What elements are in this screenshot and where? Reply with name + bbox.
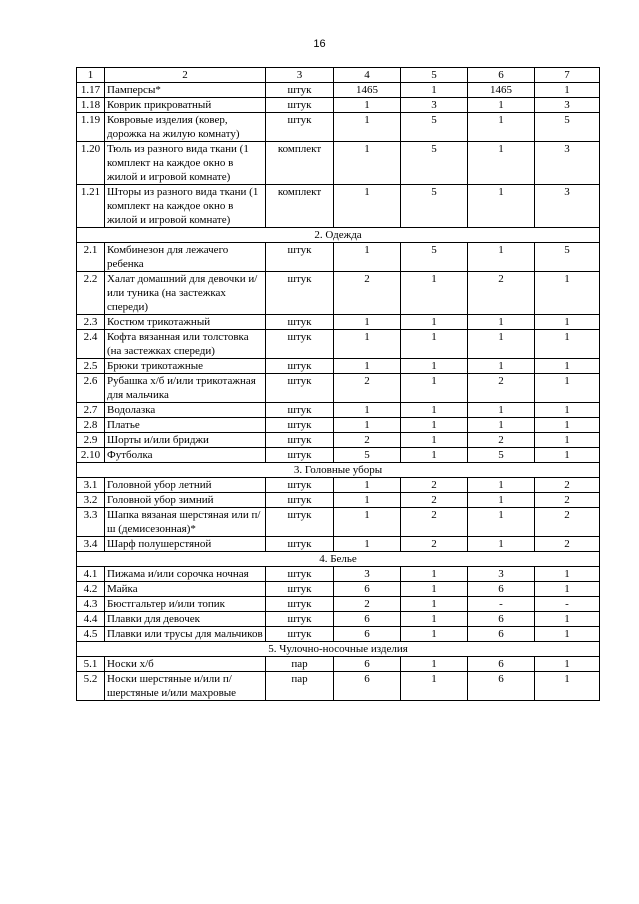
col7-cell: 1 <box>535 627 600 642</box>
col5-cell: 1 <box>401 359 468 374</box>
table-row <box>77 113 600 142</box>
row-number-cell: 1.20 <box>77 142 105 185</box>
col7-cell: 1 <box>535 330 600 359</box>
section-title: 3. Головные уборы <box>77 463 600 478</box>
item-name-cell: Водолазка <box>105 403 266 418</box>
header-cell: 1 <box>77 68 105 83</box>
item-name-cell: Коврик прикроватный <box>105 98 266 113</box>
col7-cell: 1 <box>535 433 600 448</box>
row-number-cell: 3.4 <box>77 537 105 552</box>
col5-cell: 1 <box>401 612 468 627</box>
col6-cell: 1 <box>468 493 535 508</box>
col5-cell: 1 <box>401 418 468 433</box>
item-name-cell: Футболка <box>105 448 266 463</box>
row-number-cell: 2.7 <box>77 403 105 418</box>
col6-cell: 2 <box>468 433 535 448</box>
col6-cell: 6 <box>468 657 535 672</box>
item-name-cell: Шарф полушерстяной <box>105 537 266 552</box>
unit-cell: штук <box>266 448 334 463</box>
unit-cell: комплект <box>266 185 334 228</box>
col7-cell: 2 <box>535 478 600 493</box>
row-number-cell: 1.18 <box>77 98 105 113</box>
col5-cell: 1 <box>401 272 468 315</box>
item-name-cell: Шорты и/или бриджи <box>105 433 266 448</box>
unit-cell: штук <box>266 627 334 642</box>
col6-cell: 3 <box>468 567 535 582</box>
col5-cell: 5 <box>401 185 468 228</box>
col7-cell: 1 <box>535 567 600 582</box>
row-number-cell: 4.2 <box>77 582 105 597</box>
row-number-cell: 2.6 <box>77 374 105 403</box>
col4-cell: 1 <box>334 508 401 537</box>
col7-cell: 1 <box>535 448 600 463</box>
col4-cell: 6 <box>334 627 401 642</box>
col4-cell: 1 <box>334 185 401 228</box>
unit-cell: пар <box>266 657 334 672</box>
col6-cell: 5 <box>468 448 535 463</box>
col4-cell: 2 <box>334 433 401 448</box>
col7-cell: 3 <box>535 98 600 113</box>
row-number-cell: 2.10 <box>77 448 105 463</box>
row-number-cell: 1.21 <box>77 185 105 228</box>
table-row <box>77 478 600 493</box>
unit-cell: штук <box>266 374 334 403</box>
item-name-cell: Халат домашний для девочки и/или туника (на застежках спереди) <box>105 272 266 315</box>
col7-cell: 3 <box>535 185 600 228</box>
col6-cell: 2 <box>468 374 535 403</box>
col7-cell: 2 <box>535 508 600 537</box>
table-row <box>77 657 600 672</box>
col7-cell: - <box>535 597 600 612</box>
col6-cell: 1 <box>468 359 535 374</box>
col6-cell: 2 <box>468 272 535 315</box>
section-title: 4. Белье <box>77 552 600 567</box>
row-number-cell: 4.3 <box>77 597 105 612</box>
item-name-cell: Плавки для девочек <box>105 612 266 627</box>
item-name-cell: Костюм трикотажный <box>105 315 266 330</box>
item-name-cell: Пижама и/или сорочка ночная <box>105 567 266 582</box>
unit-cell: штук <box>266 113 334 142</box>
table-row <box>77 403 600 418</box>
col4-cell: 1 <box>334 478 401 493</box>
col7-cell: 1 <box>535 403 600 418</box>
unit-cell: штук <box>266 243 334 272</box>
table-row <box>77 537 600 552</box>
item-name-cell: Рубашка х/б и/или трикотажная для мальчика <box>105 374 266 403</box>
col4-cell: 6 <box>334 582 401 597</box>
col7-cell: 1 <box>535 672 600 701</box>
col6-cell: 6 <box>468 582 535 597</box>
col5-cell: 1 <box>401 657 468 672</box>
unit-cell: штук <box>266 508 334 537</box>
item-name-cell: Плавки или трусы для мальчиков <box>105 627 266 642</box>
table-row <box>77 597 600 612</box>
item-name-cell: Тюль из разного вида ткани (1 комплект на каждое окно в жилой и игровой комнате) <box>105 142 266 185</box>
col5-cell: 2 <box>401 478 468 493</box>
page-number: 16 <box>313 38 326 50</box>
col5-cell: 5 <box>401 113 468 142</box>
row-number-cell: 5.2 <box>77 672 105 701</box>
col5-cell: 2 <box>401 537 468 552</box>
table-row <box>77 493 600 508</box>
col4-cell: 1 <box>334 403 401 418</box>
item-name-cell: Шторы из разного вида ткани (1 комплект на каждое окно в жилой и игровой комнате) <box>105 185 266 228</box>
col6-cell: 1 <box>468 142 535 185</box>
col5-cell: 5 <box>401 142 468 185</box>
row-number-cell: 5.1 <box>77 657 105 672</box>
col7-cell: 1 <box>535 374 600 403</box>
col7-cell: 1 <box>535 272 600 315</box>
col6-cell: 6 <box>468 612 535 627</box>
col4-cell: 1 <box>334 98 401 113</box>
row-number-cell: 2.4 <box>77 330 105 359</box>
table-row <box>77 98 600 113</box>
col4-cell: 1465 <box>334 83 401 98</box>
col4-cell: 1 <box>334 359 401 374</box>
table-row <box>77 627 600 642</box>
col5-cell: 3 <box>401 98 468 113</box>
col5-cell: 1 <box>401 627 468 642</box>
table-body <box>77 68 600 701</box>
col6-cell: 6 <box>468 672 535 701</box>
col7-cell: 2 <box>535 537 600 552</box>
row-number-cell: 2.9 <box>77 433 105 448</box>
header-cell: 7 <box>535 68 600 83</box>
col5-cell: 1 <box>401 83 468 98</box>
row-number-cell: 4.4 <box>77 612 105 627</box>
col5-cell: 1 <box>401 315 468 330</box>
section-header-row <box>77 642 600 657</box>
row-number-cell: 2.2 <box>77 272 105 315</box>
header-cell: 4 <box>334 68 401 83</box>
col6-cell: 1465 <box>468 83 535 98</box>
table-row <box>77 672 600 701</box>
unit-cell: штук <box>266 359 334 374</box>
row-number-cell: 4.5 <box>77 627 105 642</box>
col4-cell: 1 <box>334 113 401 142</box>
row-number-cell: 2.1 <box>77 243 105 272</box>
table-row <box>77 508 600 537</box>
norms-table <box>76 67 600 701</box>
unit-cell: штук <box>266 493 334 508</box>
table-row <box>77 582 600 597</box>
table-row <box>77 359 600 374</box>
col7-cell: 3 <box>535 142 600 185</box>
col6-cell: - <box>468 597 535 612</box>
unit-cell: штук <box>266 418 334 433</box>
col5-cell: 1 <box>401 374 468 403</box>
col4-cell: 6 <box>334 672 401 701</box>
row-number-cell: 1.17 <box>77 83 105 98</box>
row-number-cell: 2.3 <box>77 315 105 330</box>
col4-cell: 1 <box>334 330 401 359</box>
item-name-cell: Головной убор зимний <box>105 493 266 508</box>
table-row <box>77 272 600 315</box>
col4-cell: 1 <box>334 493 401 508</box>
col4-cell: 1 <box>334 315 401 330</box>
table-row <box>77 433 600 448</box>
col6-cell: 1 <box>468 508 535 537</box>
unit-cell: штук <box>266 478 334 493</box>
col4-cell: 3 <box>334 567 401 582</box>
table-row <box>77 330 600 359</box>
unit-cell: штук <box>266 567 334 582</box>
col7-cell: 1 <box>535 418 600 433</box>
unit-cell: комплект <box>266 142 334 185</box>
col7-cell: 5 <box>535 243 600 272</box>
col4-cell: 5 <box>334 448 401 463</box>
col4-cell: 6 <box>334 657 401 672</box>
item-name-cell: Платье <box>105 418 266 433</box>
section-title: 2. Одежда <box>77 228 600 243</box>
item-name-cell: Памперсы* <box>105 83 266 98</box>
col7-cell: 2 <box>535 493 600 508</box>
col7-cell: 1 <box>535 612 600 627</box>
unit-cell: штук <box>266 330 334 359</box>
col7-cell: 1 <box>535 359 600 374</box>
unit-cell: пар <box>266 672 334 701</box>
unit-cell: штук <box>266 582 334 597</box>
unit-cell: штук <box>266 272 334 315</box>
col5-cell: 1 <box>401 597 468 612</box>
item-name-cell: Носки х/б <box>105 657 266 672</box>
col6-cell: 1 <box>468 403 535 418</box>
item-name-cell: Бюстгальтер и/или топик <box>105 597 266 612</box>
unit-cell: штук <box>266 612 334 627</box>
item-name-cell: Шапка вязаная шерстяная или п/ш (демисезонная)* <box>105 508 266 537</box>
section-header-row <box>77 552 600 567</box>
unit-cell: штук <box>266 403 334 418</box>
col7-cell: 1 <box>535 83 600 98</box>
col4-cell: 1 <box>334 243 401 272</box>
unit-cell: штук <box>266 83 334 98</box>
col5-cell: 1 <box>401 403 468 418</box>
col6-cell: 1 <box>468 243 535 272</box>
row-number-cell: 4.1 <box>77 567 105 582</box>
item-name-cell: Брюки трикотажные <box>105 359 266 374</box>
col4-cell: 1 <box>334 418 401 433</box>
table-header-row <box>77 68 600 83</box>
col6-cell: 1 <box>468 113 535 142</box>
section-header-row <box>77 463 600 478</box>
col7-cell: 1 <box>535 315 600 330</box>
col4-cell: 1 <box>334 142 401 185</box>
table-row <box>77 612 600 627</box>
col7-cell: 1 <box>535 582 600 597</box>
header-cell: 2 <box>105 68 266 83</box>
item-name-cell: Комбинезон для лежачего ребенка <box>105 243 266 272</box>
header-cell: 3 <box>266 68 334 83</box>
item-name-cell: Кофта вязанная или толстовка (на застежках спереди) <box>105 330 266 359</box>
row-number-cell: 2.5 <box>77 359 105 374</box>
unit-cell: штук <box>266 98 334 113</box>
table-row <box>77 567 600 582</box>
col4-cell: 2 <box>334 597 401 612</box>
item-name-cell: Майка <box>105 582 266 597</box>
col6-cell: 1 <box>468 537 535 552</box>
col4-cell: 6 <box>334 612 401 627</box>
row-number-cell: 1.19 <box>77 113 105 142</box>
col6-cell: 1 <box>468 315 535 330</box>
col5-cell: 1 <box>401 582 468 597</box>
unit-cell: штук <box>266 433 334 448</box>
col5-cell: 1 <box>401 567 468 582</box>
col5-cell: 2 <box>401 508 468 537</box>
row-number-cell: 3.3 <box>77 508 105 537</box>
table-row <box>77 83 600 98</box>
item-name-cell: Головной убор летний <box>105 478 266 493</box>
section-title: 5. Чулочно-носочные изделия <box>77 642 600 657</box>
col6-cell: 6 <box>468 627 535 642</box>
col7-cell: 1 <box>535 657 600 672</box>
table-row <box>77 142 600 185</box>
col4-cell: 2 <box>334 374 401 403</box>
col7-cell: 5 <box>535 113 600 142</box>
col6-cell: 1 <box>468 330 535 359</box>
row-number-cell: 3.2 <box>77 493 105 508</box>
unit-cell: штук <box>266 597 334 612</box>
unit-cell: штук <box>266 315 334 330</box>
col4-cell: 2 <box>334 272 401 315</box>
table-row <box>77 448 600 463</box>
col5-cell: 1 <box>401 448 468 463</box>
col6-cell: 1 <box>468 185 535 228</box>
col6-cell: 1 <box>468 418 535 433</box>
header-cell: 6 <box>468 68 535 83</box>
col5-cell: 5 <box>401 243 468 272</box>
table-row <box>77 418 600 433</box>
col6-cell: 1 <box>468 478 535 493</box>
row-number-cell: 2.8 <box>77 418 105 433</box>
table-row <box>77 315 600 330</box>
col5-cell: 1 <box>401 330 468 359</box>
row-number-cell: 3.1 <box>77 478 105 493</box>
item-name-cell: Носки шерстяные и/или п/шерстяные и/или махровые <box>105 672 266 701</box>
unit-cell: штук <box>266 537 334 552</box>
col5-cell: 2 <box>401 493 468 508</box>
table-row <box>77 374 600 403</box>
table-row <box>77 243 600 272</box>
col5-cell: 1 <box>401 672 468 701</box>
table-row <box>77 185 600 228</box>
section-header-row <box>77 228 600 243</box>
col5-cell: 1 <box>401 433 468 448</box>
col4-cell: 1 <box>334 537 401 552</box>
col6-cell: 1 <box>468 98 535 113</box>
item-name-cell: Ковровые изделия (ковер, дорожка на жилую комнату) <box>105 113 266 142</box>
header-cell: 5 <box>401 68 468 83</box>
